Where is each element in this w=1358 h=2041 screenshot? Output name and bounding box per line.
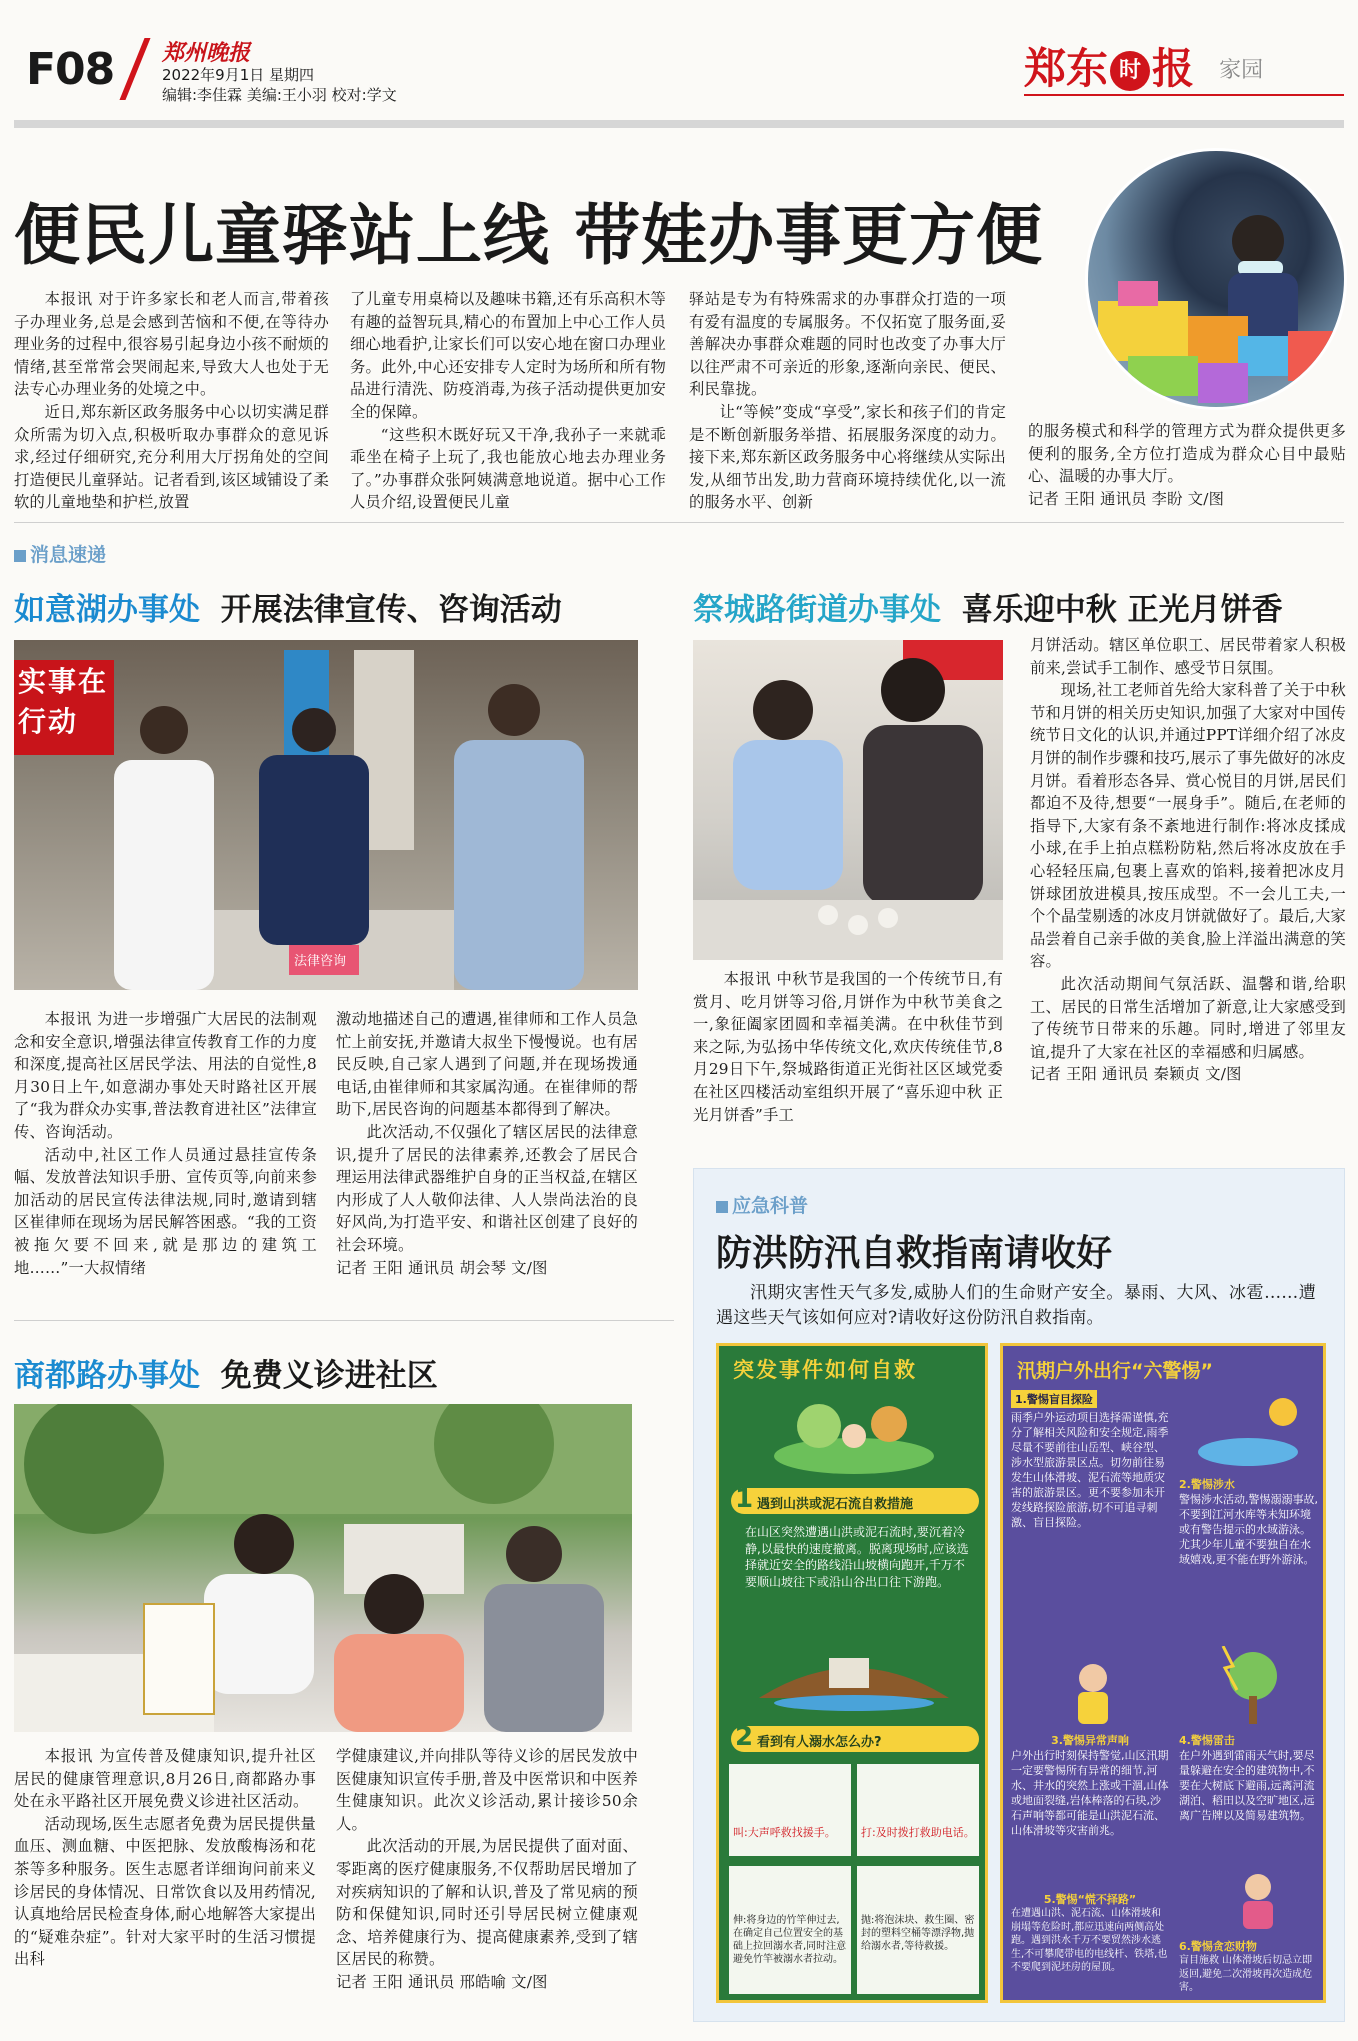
green-panel [716,1343,988,2003]
emergency-intro: 汛期灾害性天气多发,威胁人们的生命财产安全。暴雨、大风、冰雹……遭遇这些天气该如何应对?请收好这份防汛自救指南。 [716,1283,1316,1328]
jicheng-photo-mooncake-making [693,640,1003,960]
lead-title: 便民儿童驿站上线 带娃办事更方便 [14,197,1043,274]
warning-6 [1179,1938,1321,1995]
warning-1 [1011,1388,1171,1530]
brand-underline [1024,94,1344,96]
ruyi-paragraph: 激动地描述自己的遭遇,崔律师和工作人员急忙上前安抚,并邀请大叔坐下慢慢说。也有居民反映,自己家人遇到了问题,并在现场拨通电话,由崔律师和其家属沟通。在崔律师的帮助下,居民咨询的问题基本都得到了解决。 [336,1010,638,1119]
tip-row-1 [729,1764,981,1859]
w3-text: 户外出行时刻保持警觉,山区汛期一定要警惕所有异常的细节,河水、井水的突然上涨或干涸,山体或地面裂缝,岩体棒落的石块,沙石声响等都可能是山洪泥石流、山体滑坡等灾害前兆。 [1011,1749,1169,1837]
ruyi-headline [14,584,562,629]
w1-title: 1.警惕盲目探险 [1011,1390,1097,1408]
shangdu-paragraph: 学健康建议,并向排队等待义诊的居民发放中医健康知识宣传手册,普及中医常识和中医养生健康知识。此次义诊活动,累计接诊50余人。 [336,1747,638,1833]
lead-byline: 记者 王阳 通讯员 李盼 文/图 [1028,489,1225,508]
shangdu-column-2 [336,1745,638,1994]
ruyi-banner: 法律咨询 [294,954,347,969]
shangdu-photo-free-clinic [14,1404,632,1732]
paper-name: 郑州晚报 [162,40,251,66]
emergency-label [716,1191,808,1218]
jicheng-paragraph: 此次活动期间气氛活跃、温馨和谐,给职工、居民的日常生活增加了新意,让大家感受到了传统节日带来的乐趣。同时,增进了邻里友谊,提升了大家在社区的幸福感和归属感。 [1030,974,1346,1061]
brand-logo [1024,36,1263,92]
jicheng-byline: 记者 王阳 通讯员 秦颖贞 文/图 [1030,1065,1242,1084]
item2-title: 看到有人溺水怎么办? [757,1735,882,1750]
page-code: F08 [26,44,115,95]
emergency-title: 防洪防汛自救指南请收好 [716,1233,1113,1274]
jicheng-org: 祭城路街道办事处 [693,592,941,628]
item2-badge [731,1722,979,1752]
slash-divider [119,38,150,100]
shangdu-headline [14,1350,438,1395]
label-square-icon [716,1201,728,1213]
jicheng-title: 喜乐迎中秋 正光月饼香 [961,592,1283,628]
jicheng-headline [693,584,1283,629]
w2-title: 2.警惕涉水 [1179,1478,1235,1491]
warning-2 [1179,1476,1321,1567]
brand-right: 报 [1152,44,1195,93]
lead-paragraph: 让“等候”变成“享受”,家长和孩子们的肯定是不断创新服务举措、拓展服务深度的动力。接下来,郑东新区政务服务中心将继续从实际出发,从细节出发,助力营商环境持续优化,以一流的服务水平、创新 [689,402,1006,512]
ruyi-byline: 记者 王阳 通讯员 胡会琴 文/图 [336,1258,548,1277]
lead-photo-child-playing [1085,148,1347,410]
lead-column-2 [350,288,666,514]
sun-wave-illustration [1193,1390,1318,1470]
warning-4 [1179,1732,1321,1823]
lead-paragraph: “这些积木既好玩又干净,我孙子一来就乖乖坐在椅子上玩了,我也能放心地去办理业务了。”办事群众张阿姨满意地说道。据中心工作人员介绍,设置便民儿童 [350,425,666,512]
shangdu-org: 商都路办事处 [14,1358,200,1394]
lead-column-4 [1028,420,1346,510]
emergency-box [693,1168,1345,2022]
purple-panel-title: 汛期户外出行“六警惕” [1017,1360,1213,1382]
item1-badge [731,1484,979,1514]
news-label-text: 消息速递 [30,544,107,566]
item1-text: 在山区突然遭遇山洪或泥石流时,要沉着冷静,以最快的速度撤离。脱离现场时,应该选择就近安全的路线沿山坡横向跑开,千万不要顺山坡往下或沿山谷出口往下游跑。 [745,1525,969,1589]
w5-text: 在遭遇山洪、泥石流、山体滑坡和崩塌等危险时,都应迅速向两侧高处跑。遇到洪水千万不要贸然涉水逃生,不可攀爬带电的电线杆、铁塔,也不要爬到泥坯房的屋顶。 [1011,1908,1168,1973]
purple-panel [1000,1343,1326,2003]
flood-escape-illustration [769,1386,939,1476]
shangdu-paragraph: 活动现场,医生志愿者免费为居民提供量血压、测血糖、中医把脉、发放酸梅汤和花茶等多种服务。医生志愿者详细询问前来义诊居民的身体情况、日常饮食以及用药情况,认真地给居民检查身体,耐心地解答大家提出的“疑难杂症”。针对大家平时的生活习惯提出科 [14,1814,316,1969]
warning-3 [1011,1732,1169,1838]
child-running-illustration [1203,1871,1313,1931]
w4-text: 在户外遇到雷雨天气时,要尽量躲避在安全的建筑物中,不要在大树底下避雨,远离河流湖泊、稻田以及空旷地区,远离广告牌以及简易建筑物。 [1179,1749,1315,1822]
lead-paragraph: 本报讯 对于许多家长和老人而言,带着孩子办理业务,总是会感到苦恼和不便,在等待办理业务的过程中,很容易引起身边小孩不耐烦的情绪,甚至常常会哭闹起来,导致大人也处于无法专心办理业务的处境之中。 [14,290,330,399]
lead-column-3 [689,288,1006,514]
emergency-intro-block [716,1281,1316,1331]
ruyi-sign: 实事在行动 [18,665,109,738]
lightning-tree-illustration [1193,1646,1313,1726]
tip-card [857,1866,979,1994]
brand-circle: 时 [1110,51,1150,91]
w4-title: 4.警惕雷击 [1179,1734,1235,1747]
jicheng-paragraph: 现场,社工老师首先给大家科普了关于中秋节和月饼的相关历史知识,加强了大家对中国传统节日文化的认识,并通过PPT详细介绍了冰皮月饼的制作步骤和技巧,展示了事先做好的冰皮月饼。看着形态各异、赏心悦目的月饼,居民们都迫不及待,想要“一展身手”。随后,在老师的指导下,大家有条不紊地进行制作:将冰皮揉成小球,在手上拍点糕粉防粘,然后将冰皮放在手心轻轻压扁,包裹上喜欢的馅料,接着把冰皮月饼球团放进模具,按压成型。不一会儿工夫,一个个晶莹剔透的冰皮月饼就做好了。最后,大家品尝着自己亲手做的美食,脸上洋溢出满意的笑容。 [1030,681,1346,971]
label-square-icon [14,550,26,562]
child-with-blocks-illustration [1088,151,1347,410]
ruyi-paragraph: 此次活动,不仅强化了辖区居民的法律意识,提升了居民的法律素养,还教会了居民合理运用法律武器维护自身的正当权益,在辖区内形成了人人敬仰法律、人人崇尚法治的良好风尚,为打造平安、和谐社区创建了良好的社会环境。 [336,1122,638,1254]
green-panel-title: 突发事件如何自救 [733,1358,917,1382]
listening-child-illustration [1023,1656,1163,1726]
shangdu-paragraph: 本报讯 为宣传普及健康知识,提升社区居民的健康管理意识,8月26日,商都路办事处在永平路社区开展免费义诊进社区活动。 [14,1747,316,1811]
page-header [14,30,1344,102]
news-section-label [14,540,106,567]
date-line: 2022年9月1日 星期四 [162,66,315,84]
ruyi-column-2 [336,1008,638,1279]
w3-title: 3.警惕异常声响 [1051,1734,1129,1747]
emergency-label-text: 应急科普 [732,1195,809,1217]
shangdu-byline: 记者 王阳 通讯员 邢皓喻 文/图 [336,1972,548,1991]
news-section-rule [14,522,1344,523]
ruyi-column-1 [14,1008,317,1279]
w6-title: 6.警惕贪恋财物 [1179,1940,1257,1953]
tip3-text: 伸:将身边的竹竿伸过去,在确定自己位置安全的基础上拉回溺水者,同时注意避免竹竿被溺水者拉动。 [733,1915,847,1965]
lead-paragraph: 驿站是专为有特殊需求的办事群众打造的一项有爱有温度的专属服务。不仅拓宽了服务面,妥善解决办事群众难题的同时也改变了办事大厅以往严肃不可亲近的形象,逐渐向亲民、便民、利民靠拢。 [689,290,1006,399]
w5-title: 5.警惕“慌不择路” [1043,1893,1137,1906]
tip1-text: 叫:大声呼救找援手。 [733,1826,836,1839]
lead-paragraph: 的服务模式和科学的管理方式为群众提供更多便利的服务,全方位打造成为群众心目中最贴心、温暖的办事大厅。 [1028,422,1346,486]
shangdu-column-1 [14,1745,316,1971]
lead-paragraph: 近日,郑东新区政务服务中心以切实满足群众所需为切入点,积极听取办事群众的意见诉求,经过仔细研究,充分利用大厅拐角处的空间打造便民儿童驿站。记者看到,该区域铺设了柔软的儿童地垫和护栏,放置 [14,402,330,512]
jicheng-column-1 [693,968,1003,1126]
item1-number-icon: 1 [735,1484,754,1514]
ruyi-org: 如意湖办事处 [14,592,200,628]
lead-column-1 [14,288,329,514]
lead-paragraph: 了儿童专用桌椅以及趣味书籍,还有乐高积木等有趣的益智玩具,精心的布置加上中心工作人员细心地看护,让家长们可以安心地在窗口办理业务。此外,中心还安排专人定时为场所和所有物品进行清洗、防疫消毒,为孩子活动提供更加安全的保障。 [350,290,666,421]
shangdu-title: 免费义诊进社区 [220,1358,438,1394]
w6-text: 盲目施救 山体滑坡后切忌立即返回,避免二次滑坡再次造成危害。 [1179,1955,1313,1993]
tip2-text: 打:及时拨打救助电话。 [861,1826,975,1839]
tip-row-2 [729,1866,981,1996]
jicheng-column-2 [1030,634,1346,1086]
jicheng-paragraph: 月饼活动。辖区单位职工、居民带着家人积极前来,尝试手工制作、感受节日氛围。 [1030,636,1346,677]
tip4-text: 抛:将泡沫块、救生圈、密封的塑料空桶等漂浮物,抛给溺水者,等待救援。 [861,1915,975,1952]
w1-text: 雨季户外运动项目选择需谨慎,充分了解相关风险和安全规定,雨季尽量不要前往山岳型、峡谷型、涉水型旅游景区点。切勿前往易发生山体滑坡、泥石流等地质灾害的旅游景区。更不要参加未开发线路探险旅游,切不可追寻刺激、盲目探险。 [1011,1411,1169,1529]
item2-number-icon: 2 [735,1722,754,1752]
w2-text: 警惕涉水活动,警惕溺溺事故,不要到江河水库等未知环境或有警告提示的水域游泳。尤其少年儿童不要独自在水域嬉戏,更不能在野外游泳。 [1179,1493,1318,1566]
tip-card [729,1764,851,1856]
ruyi-paragraph: 本报讯 为进一步增强广大居民的法制观念和安全意识,增强法律宣传教育工作的力度和深度,提高社区居民学法、用法的自觉性,8月30日上午,如意湖办事处天时路社区开展了“我为群众办实事,普法教育进社区”法律宣传、咨询活动。 [14,1010,317,1141]
ruyi-photo-legal-consultation [14,640,638,990]
editors-line: 编辑:李佳霖 美编:王小羽 校对:学文 [162,86,397,104]
tip-card [857,1764,979,1856]
item1-title: 遇到山洪或泥石流自救措施 [757,1497,914,1512]
mooncake-making-scene [693,640,1003,960]
jicheng-paragraph: 本报讯 中秋节是我国的一个传统节日,有赏月、吃月饼等习俗,月饼作为中秋节美食之一,象征阖家团圆和幸福美满。在中秋佳节到来之际,为弘扬中华传统文化,欢庆传统佳节,8月29日下午,祭城路街道正光街社区区域党委在社区四楼活动室组织开展了“喜乐迎中秋 正光月饼香”手工 [693,970,1003,1124]
section-name: 家园 [1219,58,1264,83]
ruyi-title: 开展法律宣传、咨询活动 [220,592,562,628]
brand-left: 郑东 [1024,44,1109,93]
ruyi-paragraph: 活动中,社区工作人员通过悬挂宣传条幅、发放普法知识手册、宣传页等,向前来参加活动的居民宣传法律法规,同时,邀请到辖区崔律师在现场为居民解答困惑。“我的工资被拖欠要不回来,就是那边的建筑工地……”一大叔情绪 [14,1145,317,1277]
shangdu-paragraph: 此次活动的开展,为居民提供了面对面、零距离的医疗健康服务,不仅帮助居民增加了对疾病知识的了解和认识,普及了常见病的预防和保健知识,同时还引导居民树立健康观念、培养健康行为、提高健康素养,受到了辖区居民的称赞。 [336,1837,638,1969]
tip-card [729,1866,851,1994]
free-clinic-scene [14,1404,632,1732]
warning-5 [1011,1891,1169,1975]
mudslide-illustration [759,1618,949,1713]
shangdu-section-rule [14,1320,674,1321]
header-rule [14,120,1344,128]
